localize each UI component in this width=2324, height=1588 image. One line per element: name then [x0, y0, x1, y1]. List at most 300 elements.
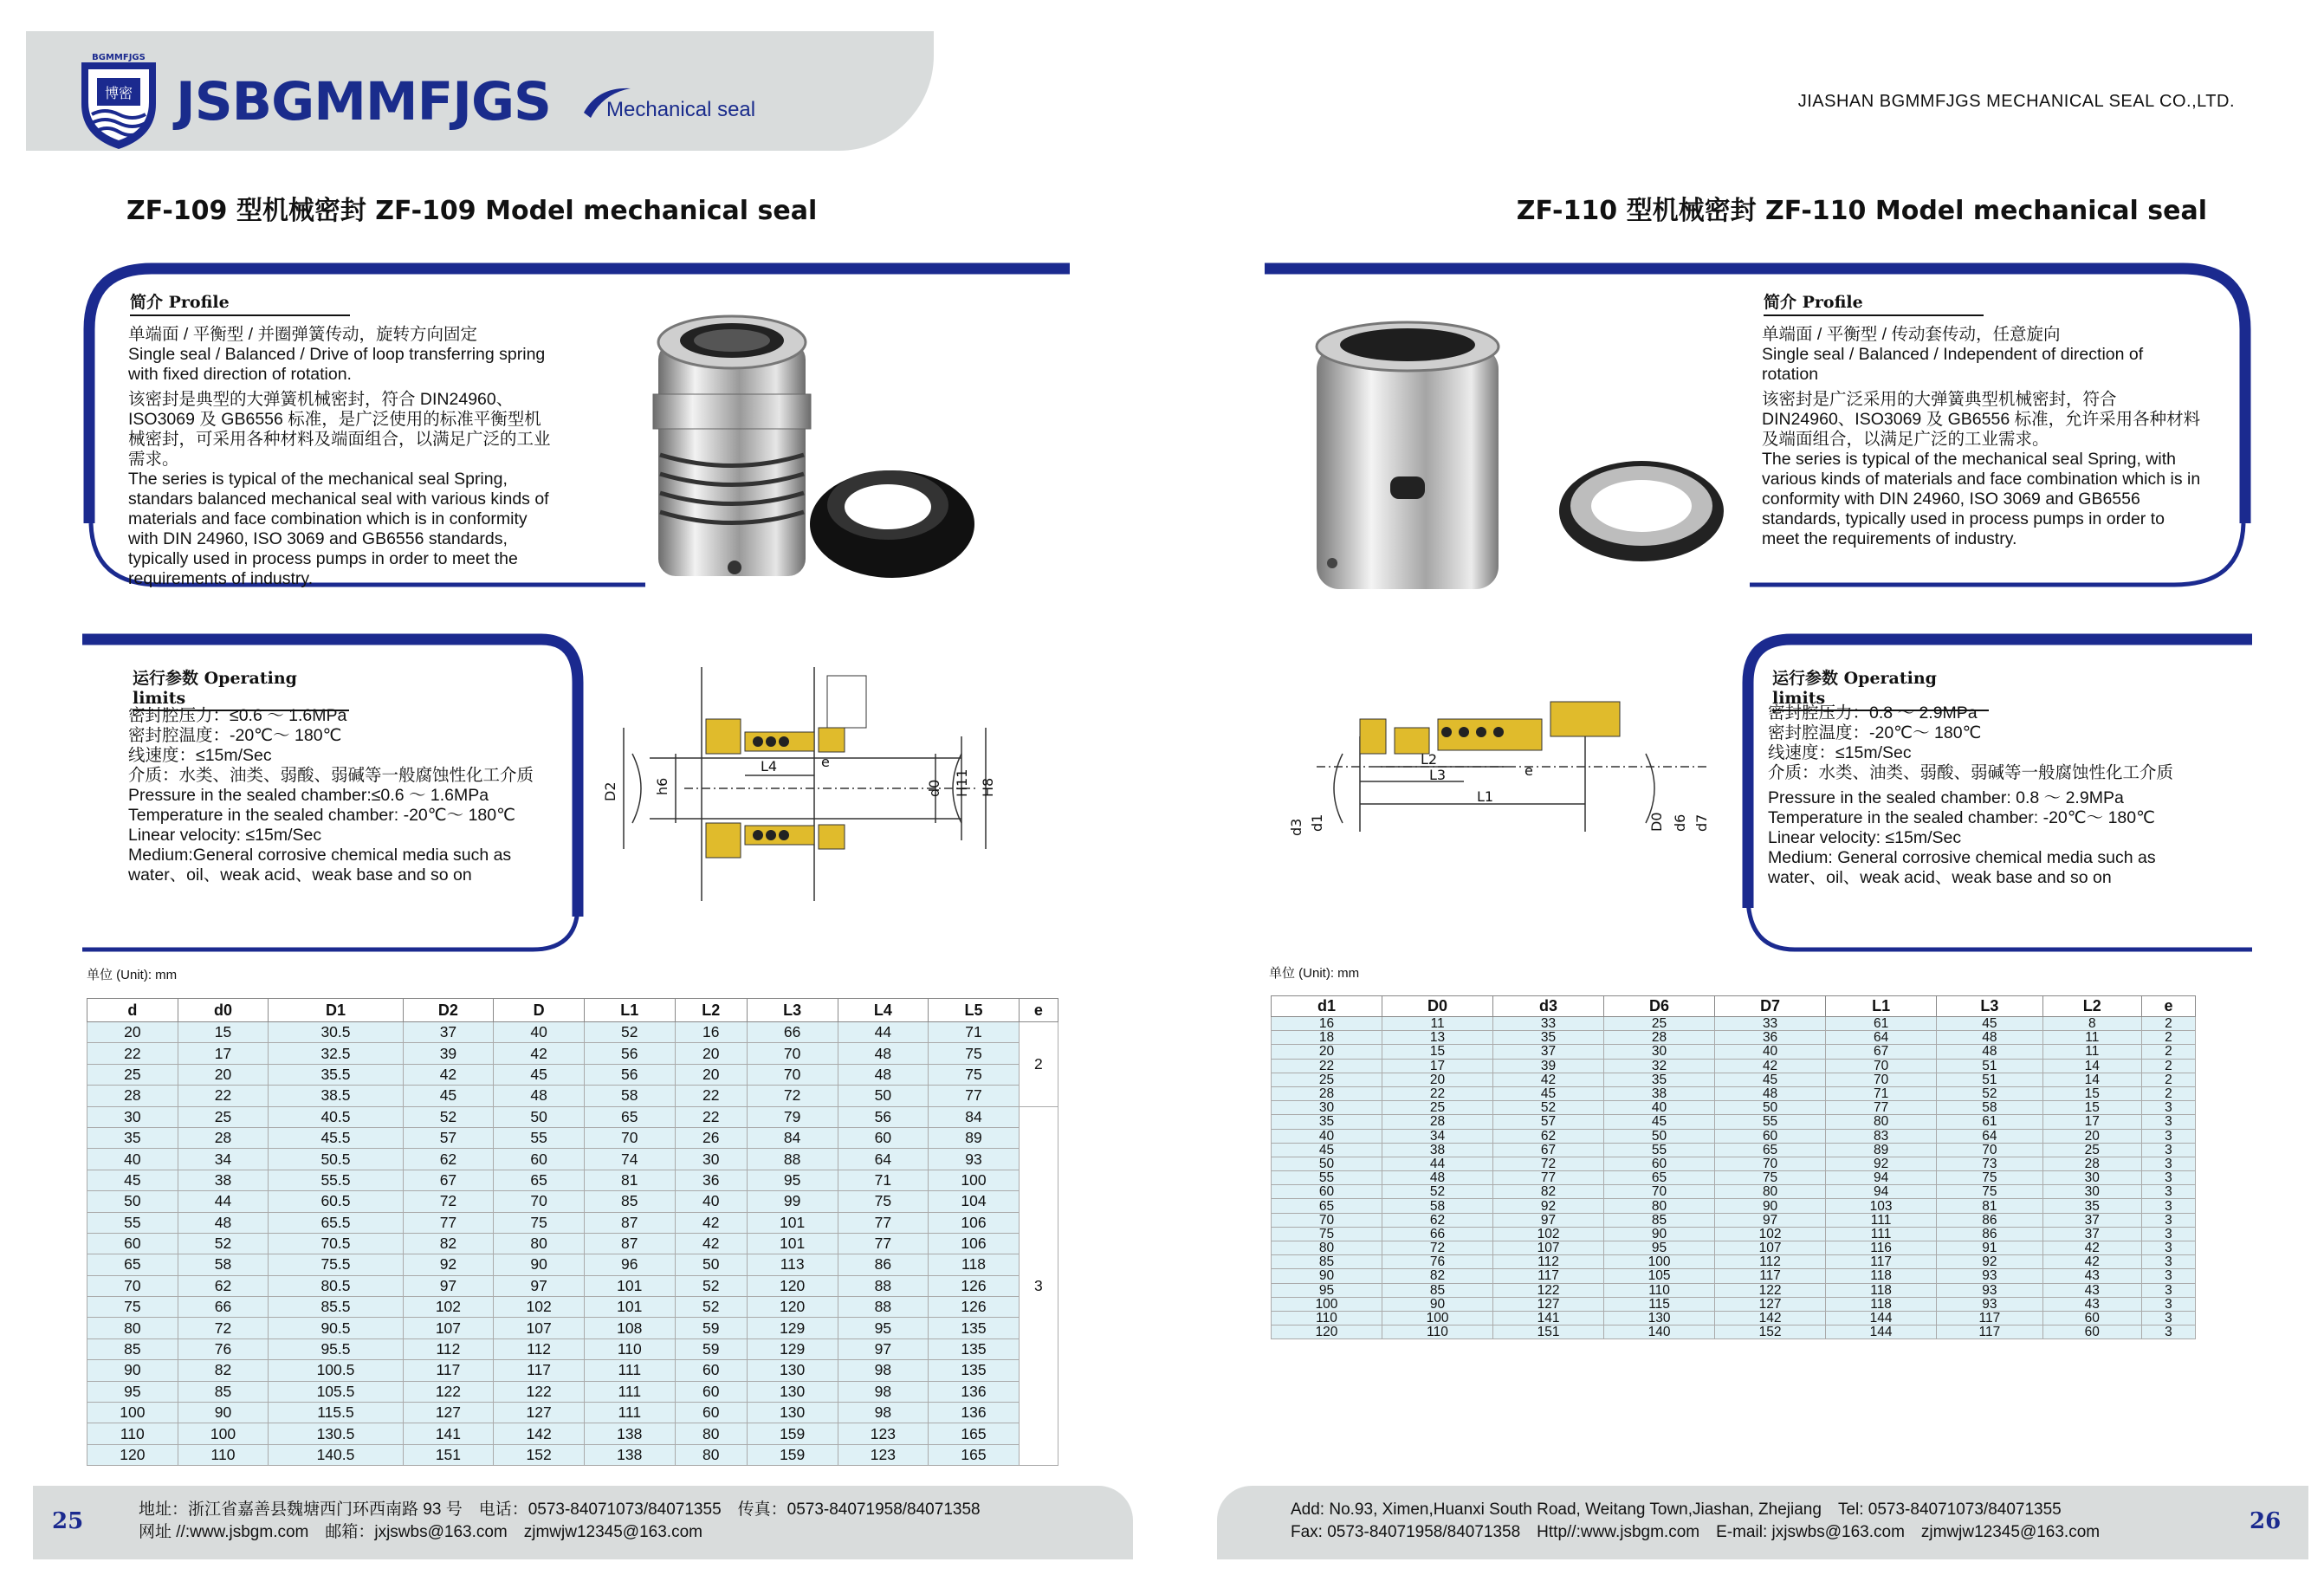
table-cell: 130 [747, 1360, 838, 1381]
table-row [1272, 1017, 2196, 1031]
table-cell: 60 [838, 1127, 929, 1148]
right-limit-line: Medium: General corrosive chemical media such as [1768, 848, 2156, 867]
table-cell: 72 [178, 1318, 269, 1338]
table-cell: 40 [1715, 1045, 1826, 1059]
table-cell: 106 [929, 1233, 1020, 1254]
table-cell: 144 [1826, 1325, 1937, 1339]
table-cell: 67 [403, 1170, 494, 1190]
table-cell: 2 [2141, 1073, 2195, 1086]
table-cell: 122 [494, 1381, 585, 1402]
left-footer-line2: 网址 //:www.jsbgm.com 邮箱：jxjswbs@163.com zjmwjw12345@163.com [139, 1523, 702, 1541]
table-cell: 42 [1715, 1059, 1826, 1073]
table-cell: 72 [403, 1191, 494, 1212]
table-cell: 35 [1272, 1115, 1382, 1129]
table-cell: 82 [178, 1360, 269, 1381]
table-cell: 126 [929, 1297, 1020, 1318]
zf109-dimension-table [87, 998, 1058, 1466]
table-cell: 83 [1826, 1129, 1937, 1143]
table-row [87, 1022, 1058, 1043]
table-cell: 28 [1382, 1115, 1493, 1129]
label-H8: H8 [980, 777, 996, 797]
table-cell: 76 [1382, 1255, 1493, 1269]
zf109-section-drawing [598, 658, 1013, 910]
left-page-title: ZF-109 型机械密封 ZF-109 Model mechanical seal [126, 196, 818, 226]
table-cell: 25 [1604, 1017, 1715, 1031]
table-cell: 70 [1826, 1059, 1937, 1073]
table-cell: 123 [838, 1423, 929, 1444]
table-cell: 45 [1493, 1086, 1604, 1100]
table-cell: 151 [403, 1444, 494, 1465]
table-cell: 117 [1493, 1269, 1604, 1283]
left-profile-cn1: 单端面 / 平衡型 / 并圈弹簧传动，旋转方向固定 [128, 325, 478, 344]
table-cell: 165 [929, 1423, 1020, 1444]
table-cell: 92 [1826, 1157, 1937, 1170]
table-row [87, 1170, 1058, 1190]
table-cell: 101 [747, 1233, 838, 1254]
table-cell: 20 [675, 1043, 747, 1064]
right-limit-line: 密封腔压力：0.8 ～ 2.9MPa [1768, 703, 1978, 723]
table-cell: 122 [403, 1381, 494, 1402]
table-cell: 122 [1715, 1283, 1826, 1297]
label-h6: h6 [654, 777, 670, 795]
table-cell: 52 [1493, 1101, 1604, 1115]
table-header-cell: L5 [929, 999, 1020, 1022]
right-limit-line: 线速度：≤15m/Sec [1768, 743, 1912, 762]
table-cell: 72 [747, 1086, 838, 1106]
table-cell: 159 [747, 1444, 838, 1465]
table-cell: 77 [838, 1233, 929, 1254]
right-page-number: 26 [2250, 1508, 2282, 1534]
left-profile-text [128, 325, 553, 589]
table-cell: 108 [584, 1318, 675, 1338]
table-row [87, 1275, 1058, 1296]
table-cell: 56 [584, 1043, 675, 1064]
table-cell: 98 [838, 1381, 929, 1402]
table-cell: 37 [2042, 1213, 2141, 1227]
table-cell: 40.5 [269, 1106, 403, 1127]
table-cell: 48 [1382, 1171, 1493, 1185]
table-cell: 80 [494, 1233, 585, 1254]
left-limits-heading: 运行参数 Operating limits [133, 665, 349, 711]
table-cell: 89 [929, 1127, 1020, 1148]
table-cell: 165 [929, 1444, 1020, 1465]
table-cell: 120 [747, 1275, 838, 1296]
table-cell: 17 [178, 1043, 269, 1064]
table-cell: 28 [87, 1086, 178, 1106]
table-cell: 58 [1937, 1101, 2043, 1115]
table-cell: 57 [1493, 1115, 1604, 1129]
table-cell: 60 [1715, 1129, 1826, 1143]
table-cell: 48 [838, 1064, 929, 1085]
table-cell: 43 [2042, 1283, 2141, 1297]
table-cell: 52 [675, 1297, 747, 1318]
table-cell: 60 [1272, 1185, 1382, 1199]
table-cell: 60 [1604, 1157, 1715, 1170]
table-cell: 48 [1937, 1031, 2043, 1045]
table-cell: 87 [584, 1233, 675, 1254]
table-cell: 64 [838, 1149, 929, 1170]
table-cell: 90 [1272, 1269, 1382, 1283]
left-profile-cn2: 该密封是典型的大弹簧机械密封，符合 DIN24960、ISO3069 及 GB6556 标准，是广泛使用的标准平衡型机械密封，可采用各种材料及端面组合，以满足广泛的工业需求。 [128, 390, 551, 469]
table-row [87, 1086, 1058, 1106]
table-cell: 44 [838, 1022, 929, 1043]
table-cell: 56 [838, 1106, 929, 1127]
table-row [1272, 1073, 2196, 1086]
svg-text:博密: 博密 [104, 85, 133, 101]
table-cell: 95 [1604, 1241, 1715, 1255]
table-cell: 52 [1382, 1185, 1493, 1199]
table-cell: 95 [87, 1381, 178, 1402]
table-cell: 115.5 [269, 1403, 403, 1423]
table-cell: 112 [1493, 1255, 1604, 1269]
table-cell: 75 [1715, 1171, 1826, 1185]
label-D0: D0 [1648, 812, 1665, 832]
table-cell: 62 [1493, 1129, 1604, 1143]
table-cell: 16 [1272, 1017, 1382, 1031]
table-cell: 93 [1937, 1297, 2043, 1311]
table-cell: 71 [1826, 1086, 1937, 1100]
table-cell: 73 [1937, 1157, 2043, 1170]
table-cell: 25 [1272, 1073, 1382, 1086]
table-cell: 37 [403, 1022, 494, 1043]
table-cell: 40 [87, 1149, 178, 1170]
table-cell: 18 [1272, 1031, 1382, 1045]
table-cell-e: 3 [1019, 1106, 1058, 1466]
table-header-cell: d0 [178, 999, 269, 1022]
left-limits-text [128, 706, 587, 885]
table-cell: 60 [675, 1403, 747, 1423]
table-cell: 8 [2042, 1017, 2141, 1031]
table-cell: 96 [584, 1254, 675, 1275]
left-limit-line: Pressure in the sealed chamber:≤0.6 ～ 1.6MPa [128, 786, 489, 805]
table-header-cell: L4 [838, 999, 929, 1022]
table-row [1272, 1101, 2196, 1115]
table-row [87, 1149, 1058, 1170]
table-cell: 77 [838, 1212, 929, 1233]
table-cell: 30.5 [269, 1022, 403, 1043]
table-cell: 62 [1382, 1213, 1493, 1227]
table-cell-e: 2 [1019, 1022, 1058, 1107]
table-cell: 3 [2141, 1185, 2195, 1199]
table-cell: 100 [87, 1403, 178, 1423]
left-footer-text [139, 1499, 981, 1544]
table-cell: 127 [494, 1403, 585, 1423]
table-cell: 138 [584, 1423, 675, 1444]
table-row [87, 1106, 1058, 1127]
table-cell: 82 [1382, 1269, 1493, 1283]
table-cell: 59 [675, 1318, 747, 1338]
table-cell: 30 [1604, 1045, 1715, 1059]
table-cell: 118 [929, 1254, 1020, 1275]
table-cell: 39 [403, 1043, 494, 1064]
table-row [1272, 1157, 2196, 1170]
table-cell: 80.5 [269, 1275, 403, 1296]
table-cell: 44 [1382, 1157, 1493, 1170]
table-cell: 52 [178, 1233, 269, 1254]
table-cell: 102 [494, 1297, 585, 1318]
table-cell: 48 [178, 1212, 269, 1233]
label-e: e [821, 754, 830, 770]
table-cell: 50 [494, 1106, 585, 1127]
table-cell: 87 [584, 1212, 675, 1233]
table-cell: 152 [494, 1444, 585, 1465]
table-cell: 80 [87, 1318, 178, 1338]
table-row [87, 1360, 1058, 1381]
right-profile-text [1762, 325, 2204, 549]
table-cell: 45 [403, 1086, 494, 1106]
label-H11: H11 [954, 768, 970, 797]
table-cell: 98 [838, 1360, 929, 1381]
table-cell: 117 [1937, 1325, 2043, 1339]
label-d1: d1 [1309, 813, 1325, 832]
table-cell: 130 [747, 1381, 838, 1402]
table-cell: 25 [1382, 1101, 1493, 1115]
left-limit-line: water、oil、weak acid、weak base and so on [128, 865, 472, 885]
table-cell: 90 [1604, 1227, 1715, 1241]
table-cell: 60 [2042, 1325, 2141, 1339]
right-profile-cn2: 该密封是广泛采用的大弹簧典型机械密封，符合 DIN24960、ISO3069 及 GB6556 标准，允许采用各种材料及端面组合，以满足广泛的工业需求。 [1762, 390, 2201, 449]
right-page-title: ZF-110 型机械密封 ZF-110 Model mechanical seal [1516, 196, 2207, 226]
table-cell: 51 [1937, 1073, 2043, 1086]
table-cell: 45 [1604, 1115, 1715, 1129]
table-cell: 75 [494, 1212, 585, 1233]
table-cell: 70 [1272, 1213, 1382, 1227]
table-cell: 92 [403, 1254, 494, 1275]
left-page-number: 25 [52, 1508, 84, 1534]
table-cell: 127 [1493, 1297, 1604, 1311]
table-cell: 77 [1826, 1101, 1937, 1115]
table-cell: 17 [1382, 1059, 1493, 1073]
table-header-cell: D7 [1715, 996, 1826, 1017]
table-cell: 80 [675, 1444, 747, 1465]
table-cell: 116 [1826, 1241, 1937, 1255]
table-cell: 28 [178, 1127, 269, 1148]
zf109-seal-photo [641, 308, 987, 593]
table-cell: 38 [178, 1170, 269, 1190]
table-cell: 45 [1715, 1073, 1826, 1086]
table-cell: 107 [403, 1318, 494, 1338]
table-cell: 159 [747, 1423, 838, 1444]
table-cell: 37 [1493, 1045, 1604, 1059]
right-footer-line2: Fax: 0573-84071958/84071358 Http//:www.jsbgm.com E-mail: jxjswbs@163.com zjmwjw12345@163.com [1291, 1523, 2101, 1541]
table-cell: 122 [1493, 1283, 1604, 1297]
table-cell: 118 [1826, 1269, 1937, 1283]
table-cell: 85 [1604, 1213, 1715, 1227]
table-cell: 70 [747, 1064, 838, 1085]
table-cell: 3 [2141, 1255, 2195, 1269]
table-cell: 65 [87, 1254, 178, 1275]
table-cell: 70 [1937, 1143, 2043, 1157]
table-cell: 2 [2141, 1031, 2195, 1045]
table-cell: 107 [1715, 1241, 1826, 1255]
table-cell: 44 [178, 1191, 269, 1212]
table-cell: 72 [1382, 1241, 1493, 1255]
table-cell: 38.5 [269, 1086, 403, 1106]
table-cell: 25 [178, 1106, 269, 1127]
table-cell: 80 [1826, 1115, 1937, 1129]
table-cell: 77 [403, 1212, 494, 1233]
table-cell: 142 [494, 1423, 585, 1444]
table-cell: 105.5 [269, 1381, 403, 1402]
table-cell: 70.5 [269, 1233, 403, 1254]
table-cell: 3 [2141, 1101, 2195, 1115]
table-cell: 97 [1715, 1213, 1826, 1227]
table-cell: 3 [2141, 1241, 2195, 1255]
right-footer-text [1291, 1499, 2100, 1544]
table-cell: 95 [747, 1170, 838, 1190]
table-cell: 3 [2141, 1115, 2195, 1129]
table-cell: 60 [675, 1360, 747, 1381]
right-profile-heading: 简介 Profile [1764, 289, 1984, 316]
table-row [1272, 1129, 2196, 1143]
table-cell: 60 [2042, 1311, 2141, 1325]
table-cell: 142 [1715, 1311, 1826, 1325]
table-cell: 61 [1937, 1115, 2043, 1129]
table-cell: 97 [838, 1338, 929, 1359]
table-cell: 76 [178, 1338, 269, 1359]
table-cell: 55 [1715, 1115, 1826, 1129]
right-limit-line: Pressure in the sealed chamber: 0.8 ～ 2.9MPa [1768, 788, 2124, 807]
table-cell: 117 [1937, 1311, 2043, 1325]
zf110-section-drawing [1288, 693, 1724, 840]
table-cell: 48 [1937, 1045, 2043, 1059]
table-cell: 111 [584, 1381, 675, 1402]
table-cell: 40 [1272, 1129, 1382, 1143]
table-cell: 90 [178, 1403, 269, 1423]
table-cell: 66 [1382, 1227, 1493, 1241]
table-cell: 50 [1604, 1129, 1715, 1143]
table-cell: 90 [494, 1254, 585, 1275]
table-cell: 45 [1937, 1017, 2043, 1031]
table-cell: 3 [2141, 1269, 2195, 1283]
table-cell: 52 [675, 1275, 747, 1296]
table-cell: 141 [1493, 1311, 1604, 1325]
left-limit-line: 介质：水类、油类、弱酸、弱碱等一般腐蚀性化工介质 [128, 766, 534, 785]
table-row [1272, 1185, 2196, 1199]
table-header-cell: e [2141, 996, 2195, 1017]
table-cell: 3 [2141, 1157, 2195, 1170]
table-cell: 75 [929, 1064, 1020, 1085]
table-header-cell: D0 [1382, 996, 1493, 1017]
table-cell: 52 [1937, 1086, 2043, 1100]
brand-name: JSBGMMFJGS [176, 71, 551, 133]
table-row [1272, 1227, 2196, 1241]
table-header-cell: D2 [403, 999, 494, 1022]
table-cell: 127 [403, 1403, 494, 1423]
table-cell: 75 [838, 1191, 929, 1212]
label-d7: d7 [1693, 813, 1710, 832]
table-cell: 28 [1604, 1031, 1715, 1045]
left-limit-line: 线速度：≤15m/Sec [128, 746, 272, 765]
table-cell: 45 [494, 1064, 585, 1085]
table-cell: 3 [2141, 1143, 2195, 1157]
left-unit: 单位 (Unit): mm [87, 968, 178, 982]
table-cell: 82 [403, 1233, 494, 1254]
table-cell: 51 [1937, 1059, 2043, 1073]
table-cell: 15 [1382, 1045, 1493, 1059]
table-cell: 130 [747, 1403, 838, 1423]
table-cell: 35 [1493, 1031, 1604, 1045]
table-row [87, 1191, 1058, 1212]
table-cell: 52 [403, 1106, 494, 1127]
table-cell: 35 [2042, 1199, 2141, 1213]
label-L4: L4 [761, 758, 778, 775]
table-cell: 59 [675, 1338, 747, 1359]
right-profile-cn1: 单端面 / 平衡型 / 传动套传动，任意旋向 [1762, 325, 2061, 344]
left-limit-line: 密封腔压力：≤0.6 ～ 1.6MPa [128, 706, 347, 725]
table-cell: 85 [87, 1338, 178, 1359]
table-cell: 115 [1604, 1297, 1715, 1311]
table-cell: 89 [1826, 1143, 1937, 1157]
table-cell: 80 [1715, 1185, 1826, 1199]
right-profile-en2: The series is typical of the mechanical seal Spring, with various kinds of materials and face combination which is in conformity with DIN 24960, ISO 3069 and GB6556 standards, typically used in process pumps in order to meet the requirements of industry. [1762, 450, 2201, 548]
table-cell: 22 [1272, 1059, 1382, 1073]
table-cell: 112 [403, 1338, 494, 1359]
zf110-dimension-table [1271, 995, 2196, 1339]
table-header-cell: L2 [675, 999, 747, 1022]
table-cell: 20 [675, 1064, 747, 1085]
table-row [87, 1423, 1058, 1444]
table-cell: 65.5 [269, 1212, 403, 1233]
table-cell: 15 [2042, 1086, 2141, 1100]
table-header-cell: L1 [584, 999, 675, 1022]
table-cell: 80 [1272, 1241, 1382, 1255]
table-cell: 107 [1493, 1241, 1604, 1255]
table-cell: 75 [87, 1297, 178, 1318]
table-row [1272, 1241, 2196, 1255]
table-cell: 55.5 [269, 1170, 403, 1190]
right-limits-heading: 运行参数 Operating limits [1772, 665, 1989, 711]
table-cell: 101 [747, 1212, 838, 1233]
right-limit-line: water、oil、weak acid、weak base and so on [1768, 868, 2112, 887]
table-cell: 61 [1826, 1017, 1937, 1031]
table-cell: 55 [1604, 1143, 1715, 1157]
table-row [1272, 1269, 2196, 1283]
table-cell: 88 [747, 1149, 838, 1170]
left-limit-line: Linear velocity: ≤15m/Sec [128, 826, 322, 845]
table-cell: 11 [1382, 1017, 1493, 1031]
table-cell: 22 [87, 1043, 178, 1064]
table-cell: 107 [494, 1318, 585, 1338]
table-cell: 100 [1272, 1297, 1382, 1311]
table-cell: 70 [87, 1275, 178, 1296]
table-cell: 20 [87, 1022, 178, 1043]
table-header-cell: D [494, 999, 585, 1022]
table-cell: 2 [2141, 1086, 2195, 1100]
table-cell: 70 [1715, 1157, 1826, 1170]
table-row [87, 1297, 1058, 1318]
table-cell: 84 [929, 1106, 1020, 1127]
table-row [1272, 1213, 2196, 1227]
table-cell: 99 [747, 1191, 838, 1212]
table-cell: 85 [584, 1191, 675, 1212]
table-cell: 57 [403, 1127, 494, 1148]
table-cell: 42 [403, 1064, 494, 1085]
table-cell: 60 [494, 1149, 585, 1170]
right-unit: 单位 (Unit): mm [1269, 966, 1360, 981]
table-row [87, 1381, 1058, 1402]
table-cell: 62 [178, 1275, 269, 1296]
table-cell: 3 [2141, 1199, 2195, 1213]
table-cell: 75 [929, 1043, 1020, 1064]
table-cell: 50 [1272, 1157, 1382, 1170]
table-cell: 50 [838, 1086, 929, 1106]
table-cell: 85.5 [269, 1297, 403, 1318]
table-header-cell: D1 [269, 999, 403, 1022]
table-cell: 55 [87, 1212, 178, 1233]
right-profile-en1: Single seal / Balanced / Independent of direction of rotation [1762, 345, 2144, 384]
table-cell: 101 [584, 1297, 675, 1318]
